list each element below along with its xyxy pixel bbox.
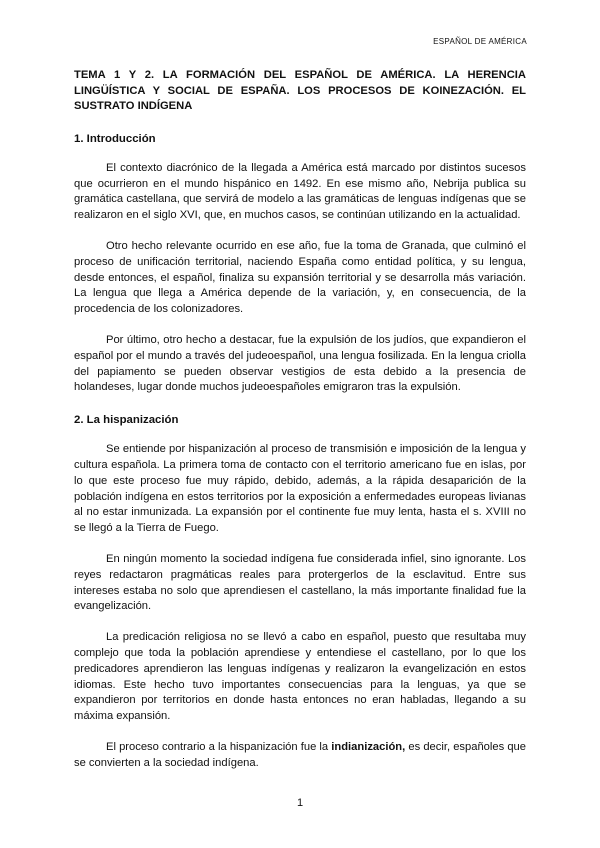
document-title: TEMA 1 Y 2. LA FORMACIÓN DEL ESPAÑOL DE AMÉRICA. LA HERENCIA LINGÜÍSTICA Y SOCIAL DE ESPAÑA. LOS PROCESOS DE KOINEZACIÓN. EL SUSTRATO INDÍGENA [74, 69, 526, 113]
page-number: 1 [296, 797, 304, 809]
paragraph: Por último, otro hecho a destacar, fue la expulsión de los judíos, que expandieron el español por el mundo a través del judeoespañol, una lengua fosilizada. En la lengua criolla del papiamento se pueden observar vestigios de esta debido a la presencia de holandeses, lugar donde muchos judeoespañoles emigraron tras la expulsión. [74, 333, 526, 394]
paragraph-text-before: El proceso contrario a la hispanización fue la [106, 740, 332, 753]
paragraph: La predicación religiosa no se llevó a cabo en español, puesto que resultaba muy complejo que toda la población aprendiese y entendiese el castellano, por lo que los predicadores aprendieron las lenguas indígenas y realizaron la evangelización en estos idiomas. Este hecho tuvo importantes consecuencias para la lenguas, ya que se expandieron por territorios en donde hasta entonces no eran habladas, llegando a su máxima expansión. [74, 631, 526, 723]
page-content [74, 68, 526, 771]
paragraph: El contexto diacrónico de la llegada a América está marcado por distintos sucesos que ocurrieron en el mundo hispánico en 1492. En ese mismo año, Nebrija publica su gramática castellana, que servirá de modelo a las gramáticas de lenguas indígenas que se realizaron en el siglo XVI, que, en muchos casos, se continúan utilizando en la actualidad. [74, 161, 526, 222]
section-heading-introduccion: 1. Introducción [74, 132, 156, 145]
section-heading-hispanizacion: 2. La hispanización [74, 414, 179, 427]
running-header: ESPAÑOL DE AMÉRICA [433, 37, 527, 46]
paragraph-text-after: es decir, españoles que se convierten a la sociedad indígena. [74, 740, 526, 769]
paragraph-indianizacion [74, 740, 526, 772]
paragraph: En ningún momento la sociedad indígena fue considerada infiel, sino ignorante. Los reyes redactaron pragmáticas reales para protergerlos de la esclavitud. Entre sus intereses estaba no solo que aprendiesen el castellano, la más importante finalidad fue la evangelización. [74, 552, 526, 613]
bold-term-indianizacion: indianización, [331, 740, 406, 753]
paragraph: Se entiende por hispanización al proceso de transmisión e imposición de la lengua y cultura española. La primera toma de contacto con el territorio americano fue en islas, por lo que este proceso fue muy rápido, debido, además, a la rápida desaparición de la población indígena en estos territorios por la exposición a enfermedades europeas livianas al no estar inmunizada. La expansión por el continente fue muy lenta, hasta el s. XVIII no se llegó a la Tierra de Fuego. [74, 443, 526, 535]
paragraph: Otro hecho relevante ocurrido en ese año, fue la toma de Granada, que culminó el proceso de unificación territorial, naciendo España como entidad política, y su lengua, desde entonces, el español, finaliza su expansión territorial y se desarrolla más variación. La lengua que llega a América depende de la variación, y, en consecuencia, de la procedencia de los colonizadores. [74, 239, 526, 316]
